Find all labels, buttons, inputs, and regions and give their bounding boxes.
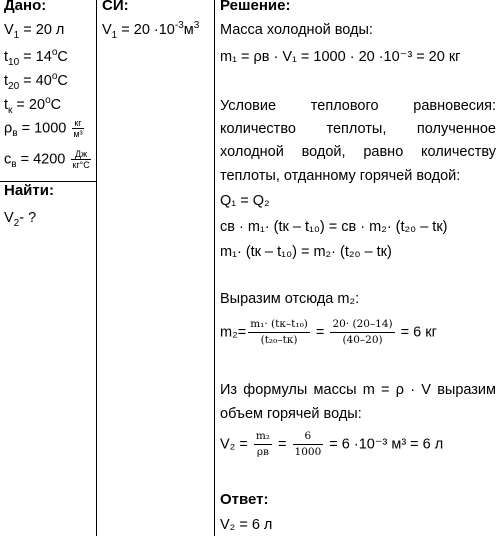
header-nayti: Найти: <box>4 182 54 199</box>
m2-numeric-fraction: $\frac{20\cdot (20-14)}{(40-20)}$ <box>332 318 393 346</box>
solution-m1-formula: m₁ = ρв · V₁ = 1000 · 20 ·10⁻³ = 20 кг <box>220 49 461 65</box>
v2-numeric-fraction: $\frac{6}{1000}$ <box>294 430 322 458</box>
rho-unit-fraction: $\frac{кг}{\text{м³}}$ <box>73 118 83 139</box>
given-cv: $c_в = 4200$ $\frac{Дж}{кг^\circ С}$ <box>4 149 90 171</box>
find-v2: $V_2-$ ? <box>4 210 37 229</box>
solution-q-equality: Q₁ = Q₂ <box>220 193 270 209</box>
column-divider-2 <box>214 0 215 536</box>
solution-heat-equation-simplified: m₁· (tк – t₁₀) = m₂· (t₂₀ – tк) <box>220 244 392 260</box>
solution-line-mass-cold: Масса холодной воды: <box>220 22 373 38</box>
solution-express-m2: Выразим отсюда m₂: <box>220 291 360 307</box>
answer-label: Ответ: <box>220 491 269 508</box>
solution-condition-line-2: количество теплоты, полученное <box>220 121 496 137</box>
solution-m2-formula: m₂= $\frac{\text{m₁· (tк–t₁₀)}}{\text{(t₂₀–tк)}}$ = $\frac{20\cdot (20-14)}{(40-20)}$ = 6 кг <box>220 318 437 346</box>
solution-heat-equation: cв · m₁· (tк – t₁₀) = cв · m₂· (t₂₀ – tк) <box>220 219 448 235</box>
si-v1: $V_1 = 20 \cdot 10^{-3}м^3$ <box>102 20 200 41</box>
given-t10: $t_{10} = 14^oC$ <box>4 47 68 68</box>
cv-unit-fraction: $\frac{Дж}{кг^\circ С}$ <box>72 149 90 170</box>
header-si: СИ: <box>102 0 129 14</box>
solution-v2-formula: V₂ = $\frac{\text{m₂}}{\rho в}$ = $\frac{6}{1000}$ = 6 ·10⁻³ м³ = 6 л <box>220 430 444 458</box>
v2-symbolic-fraction: $\frac{\text{m₂}}{\rho в}$ <box>255 430 270 458</box>
given-t20: $t_{20} = 40^oC$ <box>4 71 68 92</box>
solution-condition-line-4: теплоты, отданному горячей водой: <box>220 168 461 184</box>
given-v1: $V_1 = 20$ л <box>4 22 65 41</box>
header-reshenie: Решение: <box>220 0 291 14</box>
given-rho: $\rho_в = 1000$ $\frac{кг}{\text{м³}}$ <box>4 118 83 140</box>
solution-from-mass-line-2: объем горячей воды: <box>220 406 362 422</box>
column-divider-1 <box>96 0 97 536</box>
solution-condition-line-3: холодной водой, равно количеству <box>220 144 496 160</box>
solution-from-mass-line-1: Из формулы массы m = ρ · V выразим <box>220 382 496 398</box>
answer-value: V₂ = 6 л <box>220 517 273 533</box>
given-tk: $t_к = 20^oC$ <box>4 95 62 116</box>
m2-symbolic-fraction: $\frac{\text{m₁· (tк–t₁₀)}}{\text{(t₂₀–tк)}}$ <box>250 318 308 346</box>
solution-condition-line-1: Условие теплового равновесия: <box>220 98 496 114</box>
header-dano: Дано: <box>4 0 47 14</box>
